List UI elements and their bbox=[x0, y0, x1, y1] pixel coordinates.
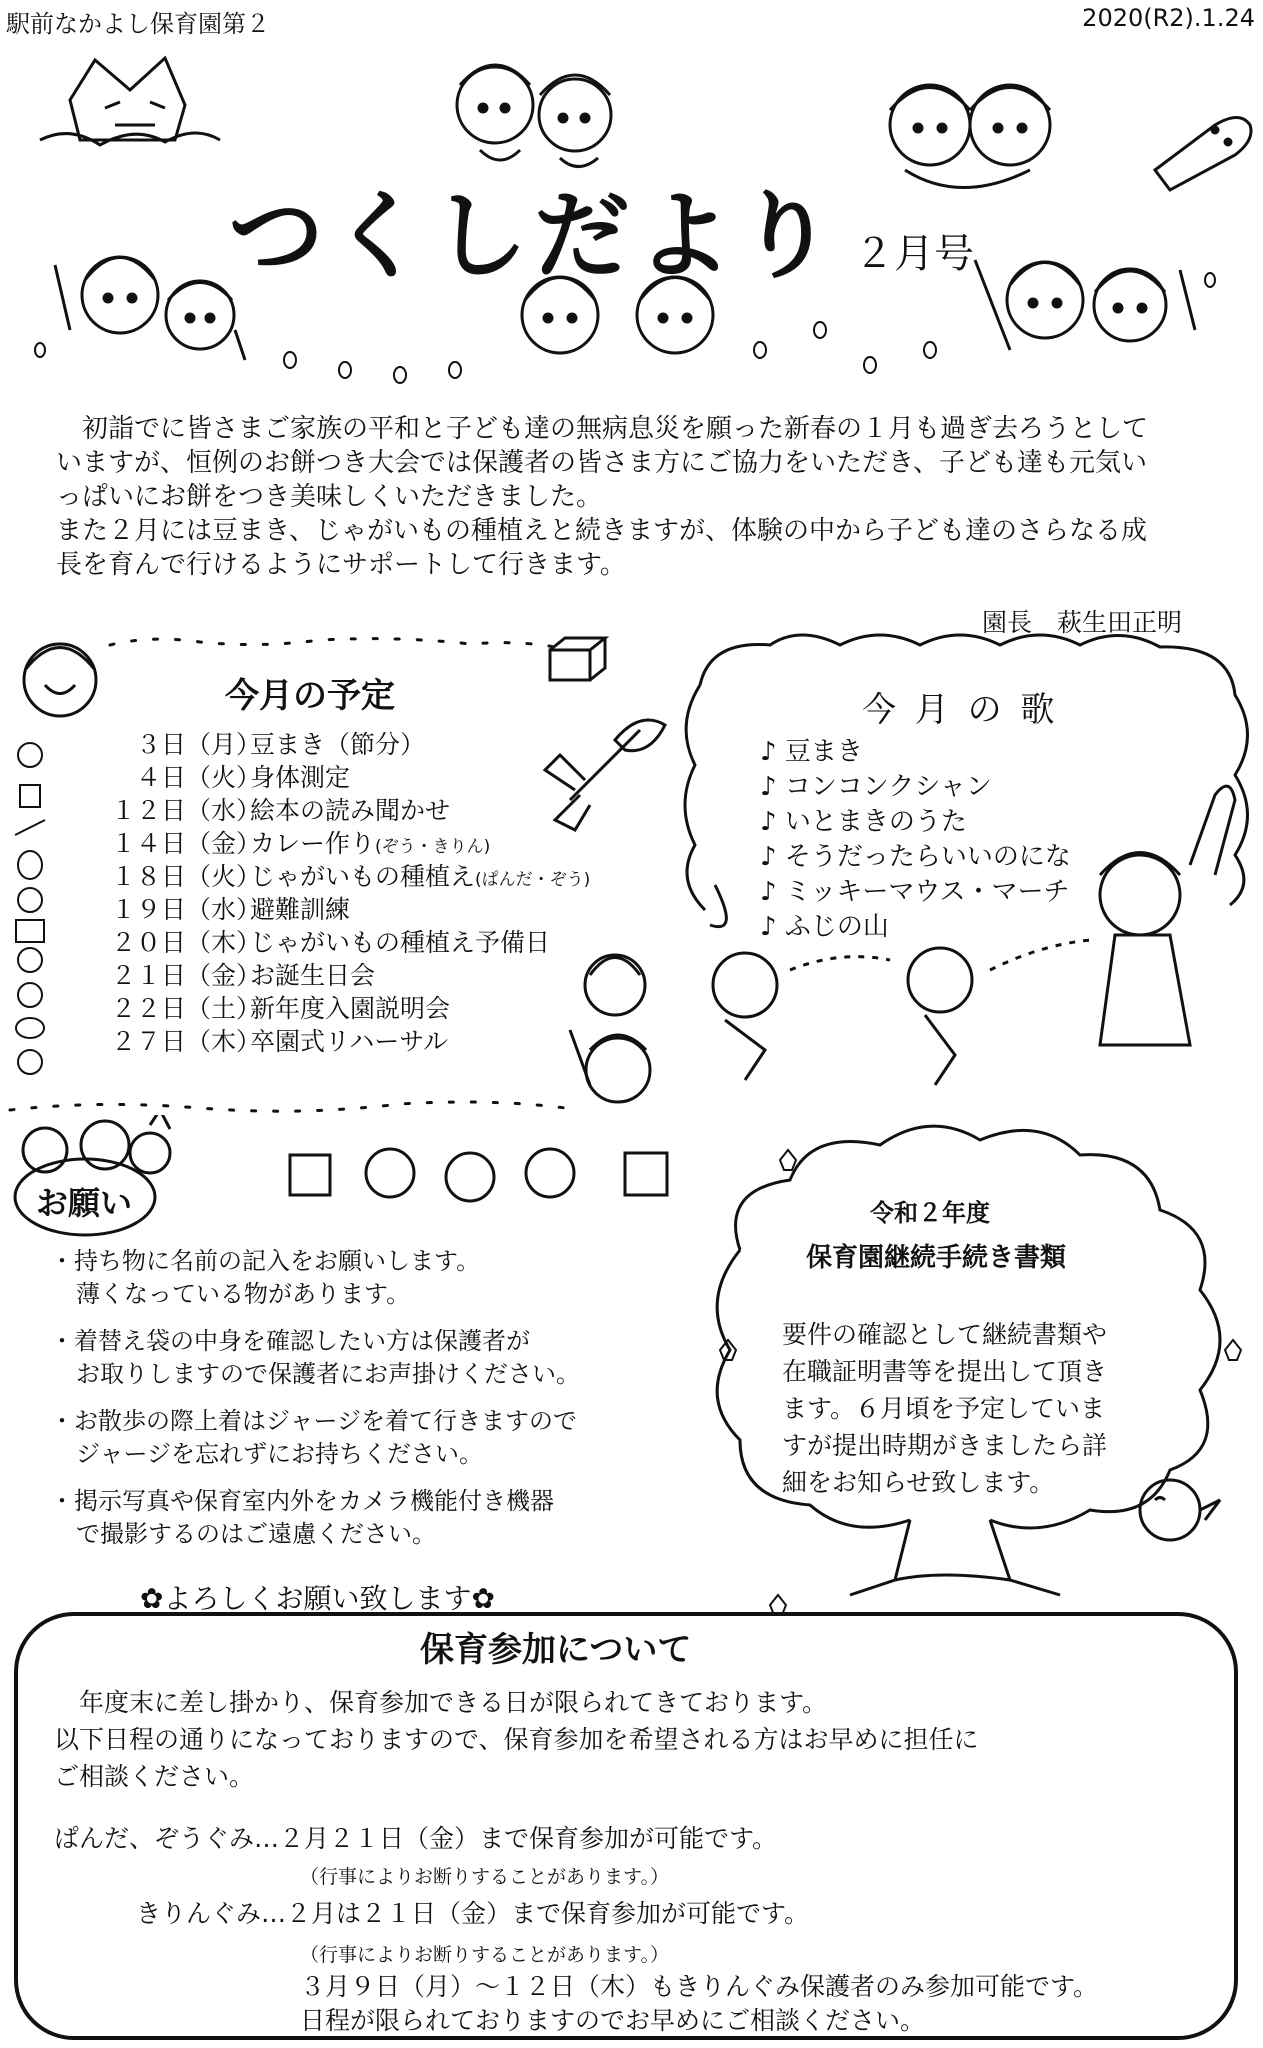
requests-list bbox=[50, 1245, 580, 1565]
music-note-icon: ♪ bbox=[760, 772, 777, 802]
request-line: お取りしますので保護者にお声掛けください。 bbox=[76, 1360, 580, 1388]
request-item bbox=[50, 1245, 580, 1311]
intro-line: 初詣でに皆さまご家族の平和と子ども達の無病息災を願った新春の１月も過ぎ去ろうとして bbox=[56, 414, 1149, 444]
schedule-row bbox=[68, 761, 590, 794]
participation-kirin: きりんぐみ…２月は２１日（金）まで保育参加が可能です。 bbox=[136, 1899, 810, 1928]
intro-line: っぱいにお餅をつき美味しくいただきました。 bbox=[56, 482, 603, 512]
request-line: ジャージを忘れずにお持ちください。 bbox=[76, 1440, 484, 1468]
schedule-weekday: （金） bbox=[186, 829, 262, 858]
oni-children-far-right-icon bbox=[975, 260, 1195, 350]
schedule-event: 新年度入園説明会 bbox=[250, 994, 451, 1023]
song-item bbox=[760, 735, 1071, 770]
song-title: コンコンクシャン bbox=[784, 772, 992, 802]
schedule-weekday: （水） bbox=[186, 895, 262, 924]
schedule-weekday: （水） bbox=[186, 796, 262, 825]
request-line: で撮影するのはご遠慮ください。 bbox=[76, 1520, 436, 1548]
request-item bbox=[50, 1325, 580, 1391]
songs-title: 今 月 の 歌 bbox=[862, 690, 1059, 730]
intro-text bbox=[56, 412, 1226, 582]
oni-face-icon bbox=[366, 1149, 414, 1197]
schedule-day: １２日 bbox=[110, 796, 186, 825]
schedule-weekday: （月） bbox=[186, 730, 262, 759]
schedule-row bbox=[68, 827, 590, 860]
request-line bbox=[50, 1485, 580, 1518]
continuation-line: 細をお知らせ致します。 bbox=[782, 1468, 1055, 1497]
schedule-note: (ぞう・きりん) bbox=[375, 837, 491, 857]
song-title: いとまきのうた bbox=[784, 807, 967, 837]
demon-mask-icon bbox=[40, 58, 220, 145]
request-text: 着替え袋の中身を確認したい方は保護者が bbox=[74, 1327, 530, 1355]
song-item bbox=[760, 840, 1071, 875]
schedule-event: カレー作り bbox=[250, 829, 376, 858]
schedule-event: じゃがいもの種植え予備日 bbox=[250, 928, 551, 957]
bullet: ・ bbox=[50, 1247, 74, 1275]
continuation-line: 在職証明書等を提出して頂き bbox=[782, 1357, 1108, 1386]
songs-list bbox=[760, 735, 1071, 945]
oni-face-icon bbox=[24, 644, 96, 716]
schedule-note: (ぱんだ・ぞう) bbox=[475, 870, 591, 890]
participation-panda-note: （行事によりお断りすることがあります。） bbox=[300, 1866, 669, 1888]
school-name: 駅前なかよし保育園第２ bbox=[6, 10, 270, 38]
oni-face-icon bbox=[526, 1149, 574, 1197]
schedule-day: １４日 bbox=[110, 829, 186, 858]
schedule-event: 絵本の読み聞かせ bbox=[250, 796, 451, 825]
song-item bbox=[760, 770, 1071, 805]
schedule-row bbox=[68, 860, 590, 893]
schedule-weekday: （木） bbox=[186, 1027, 262, 1056]
issue-date: 2020(R2).1.24 bbox=[1082, 4, 1255, 32]
schedule-row bbox=[68, 992, 590, 1025]
schedule-day: ２１日 bbox=[110, 961, 186, 990]
continuation-line: すが提出時期がきましたら詳 bbox=[782, 1431, 1108, 1460]
music-note-icon: ♪ bbox=[760, 877, 777, 907]
schedule-day: ３日 bbox=[135, 730, 186, 759]
requests-badge: お願い bbox=[36, 1184, 133, 1222]
bullet: ・ bbox=[50, 1407, 74, 1435]
oni-children-left-icon bbox=[55, 257, 245, 360]
schedule-day: ２７日 bbox=[110, 1027, 186, 1056]
oni-face-icon bbox=[446, 1153, 494, 1201]
schedule-row bbox=[68, 893, 590, 926]
schedule-row bbox=[68, 926, 590, 959]
participation-line: ご相談ください。 bbox=[54, 1762, 255, 1791]
request-item bbox=[50, 1405, 580, 1471]
schedule-row bbox=[68, 959, 590, 992]
oni-children-right-icon bbox=[890, 85, 1050, 188]
participation-title: 保育参加について bbox=[420, 1630, 692, 1670]
schedule-weekday: （土） bbox=[186, 994, 262, 1023]
continuation-title-line2: 保育園継続手続き書類 bbox=[806, 1243, 1067, 1273]
newsletter-title: つくしだより bbox=[228, 180, 840, 292]
participation-closing: 日程が限られておりますのでお早めにご相談ください。 bbox=[300, 2006, 926, 2035]
request-line bbox=[50, 1245, 580, 1278]
bean-box-icon bbox=[625, 1153, 667, 1195]
schedule-row bbox=[68, 1025, 590, 1058]
song-item bbox=[760, 805, 1071, 840]
schedule-day: ４日 bbox=[135, 763, 186, 792]
schedule-day: ２０日 bbox=[110, 928, 186, 957]
schedule-row bbox=[68, 728, 590, 761]
intro-line: いますが、恒例のお餅つき大会では保護者の皆さま方にご協力をいただき、子ども達も元気い bbox=[56, 448, 1147, 478]
participation-line: 年度末に差し掛かり、保育参加できる日が限られてきております。 bbox=[54, 1688, 828, 1717]
requests-closing: ✿よろしくお願い致します✿ bbox=[140, 1582, 495, 1615]
schedule-weekday: （火） bbox=[186, 862, 262, 891]
bullet: ・ bbox=[50, 1487, 74, 1515]
schedule-weekday: （金） bbox=[186, 961, 262, 990]
song-title: 豆まき bbox=[784, 737, 863, 767]
continuation-text bbox=[782, 1316, 1107, 1501]
schedule-event: 身体測定 bbox=[250, 763, 351, 792]
bird-icon bbox=[1140, 1480, 1200, 1540]
oni-children-top-icon bbox=[457, 65, 611, 167]
music-note-icon: ♪ bbox=[760, 842, 777, 872]
music-note-icon: ♪ bbox=[760, 912, 777, 942]
request-line bbox=[50, 1325, 580, 1358]
participation-panda-zou: ぱんだ、ぞうぐみ…２月２１日（金）まで保育参加が可能です。 bbox=[54, 1824, 778, 1853]
request-line bbox=[50, 1405, 580, 1438]
music-note-icon: ♪ bbox=[760, 807, 777, 837]
schedule-weekday: （木） bbox=[186, 928, 262, 957]
bean-box-icon bbox=[290, 1155, 330, 1195]
schedule-weekday: （火） bbox=[186, 763, 262, 792]
song-title: ふじの山 bbox=[784, 912, 889, 942]
intro-line: また２月には豆まき、じゃがいもの種植えと続きますが、体験の中から子ども達のさらなる成 bbox=[56, 516, 1147, 546]
schedule-event: 豆まき（節分） bbox=[250, 730, 426, 759]
bean-box-icon bbox=[550, 650, 590, 680]
request-item bbox=[50, 1485, 580, 1551]
intro-line: 長を育んで行けるようにサポートして行きます。 bbox=[56, 550, 626, 580]
song-item bbox=[760, 875, 1071, 910]
schedule-day: １８日 bbox=[110, 862, 186, 891]
participation-march: ３月９日（月）～１２日（木）もきりんぐみ保護者のみ参加可能です。 bbox=[300, 1972, 1099, 2001]
bullet: ・ bbox=[50, 1327, 74, 1355]
song-title: そうだったらいいのにな bbox=[784, 842, 1071, 872]
spiked-club-icon bbox=[1155, 118, 1251, 191]
request-text: 掲示写真や保育室内外をカメラ機能付き機器 bbox=[74, 1487, 554, 1515]
request-text: 持ち物に名前の記入をお願いします。 bbox=[74, 1247, 481, 1275]
participation-line: 以下日程の通りになっておりますので、保育参加を希望される方はお早めに担任に bbox=[54, 1725, 979, 1754]
schedule-title: 今月の予定 bbox=[225, 676, 395, 716]
schedule-event: 避難訓練 bbox=[250, 895, 351, 924]
continuation-line: ます。６月頃を予定していま bbox=[782, 1394, 1106, 1423]
request-line: 薄くなっている物があります。 bbox=[76, 1280, 411, 1308]
continuation-line: 要件の確認として継続書類や bbox=[782, 1320, 1108, 1349]
song-title: ミッキーマウス・マーチ bbox=[784, 877, 1070, 907]
schedule-day: ２２日 bbox=[110, 994, 186, 1023]
participation-kirin-note: （行事によりお断りすることがあります。） bbox=[300, 1944, 669, 1966]
schedule-day: １９日 bbox=[110, 895, 186, 924]
schedule-event: お誕生日会 bbox=[250, 961, 376, 990]
schedule-list bbox=[68, 728, 590, 1058]
issue-number: ２月号 bbox=[854, 231, 974, 277]
schedule-icons-column bbox=[15, 743, 45, 1074]
request-text: お散歩の際上着はジャージを着て行きますので bbox=[74, 1407, 578, 1435]
participation-intro bbox=[54, 1684, 979, 1795]
music-note-icon: ♪ bbox=[760, 737, 777, 767]
schedule-event: じゃがいもの種植え bbox=[250, 862, 476, 891]
continuation-title-line1: 令和２年度 bbox=[870, 1199, 990, 1227]
song-item bbox=[760, 910, 1071, 945]
schedule-row bbox=[68, 794, 590, 827]
principal-signature: 園長 萩生田正明 bbox=[982, 608, 1183, 637]
schedule-event: 卒園式リハーサル bbox=[250, 1027, 449, 1056]
